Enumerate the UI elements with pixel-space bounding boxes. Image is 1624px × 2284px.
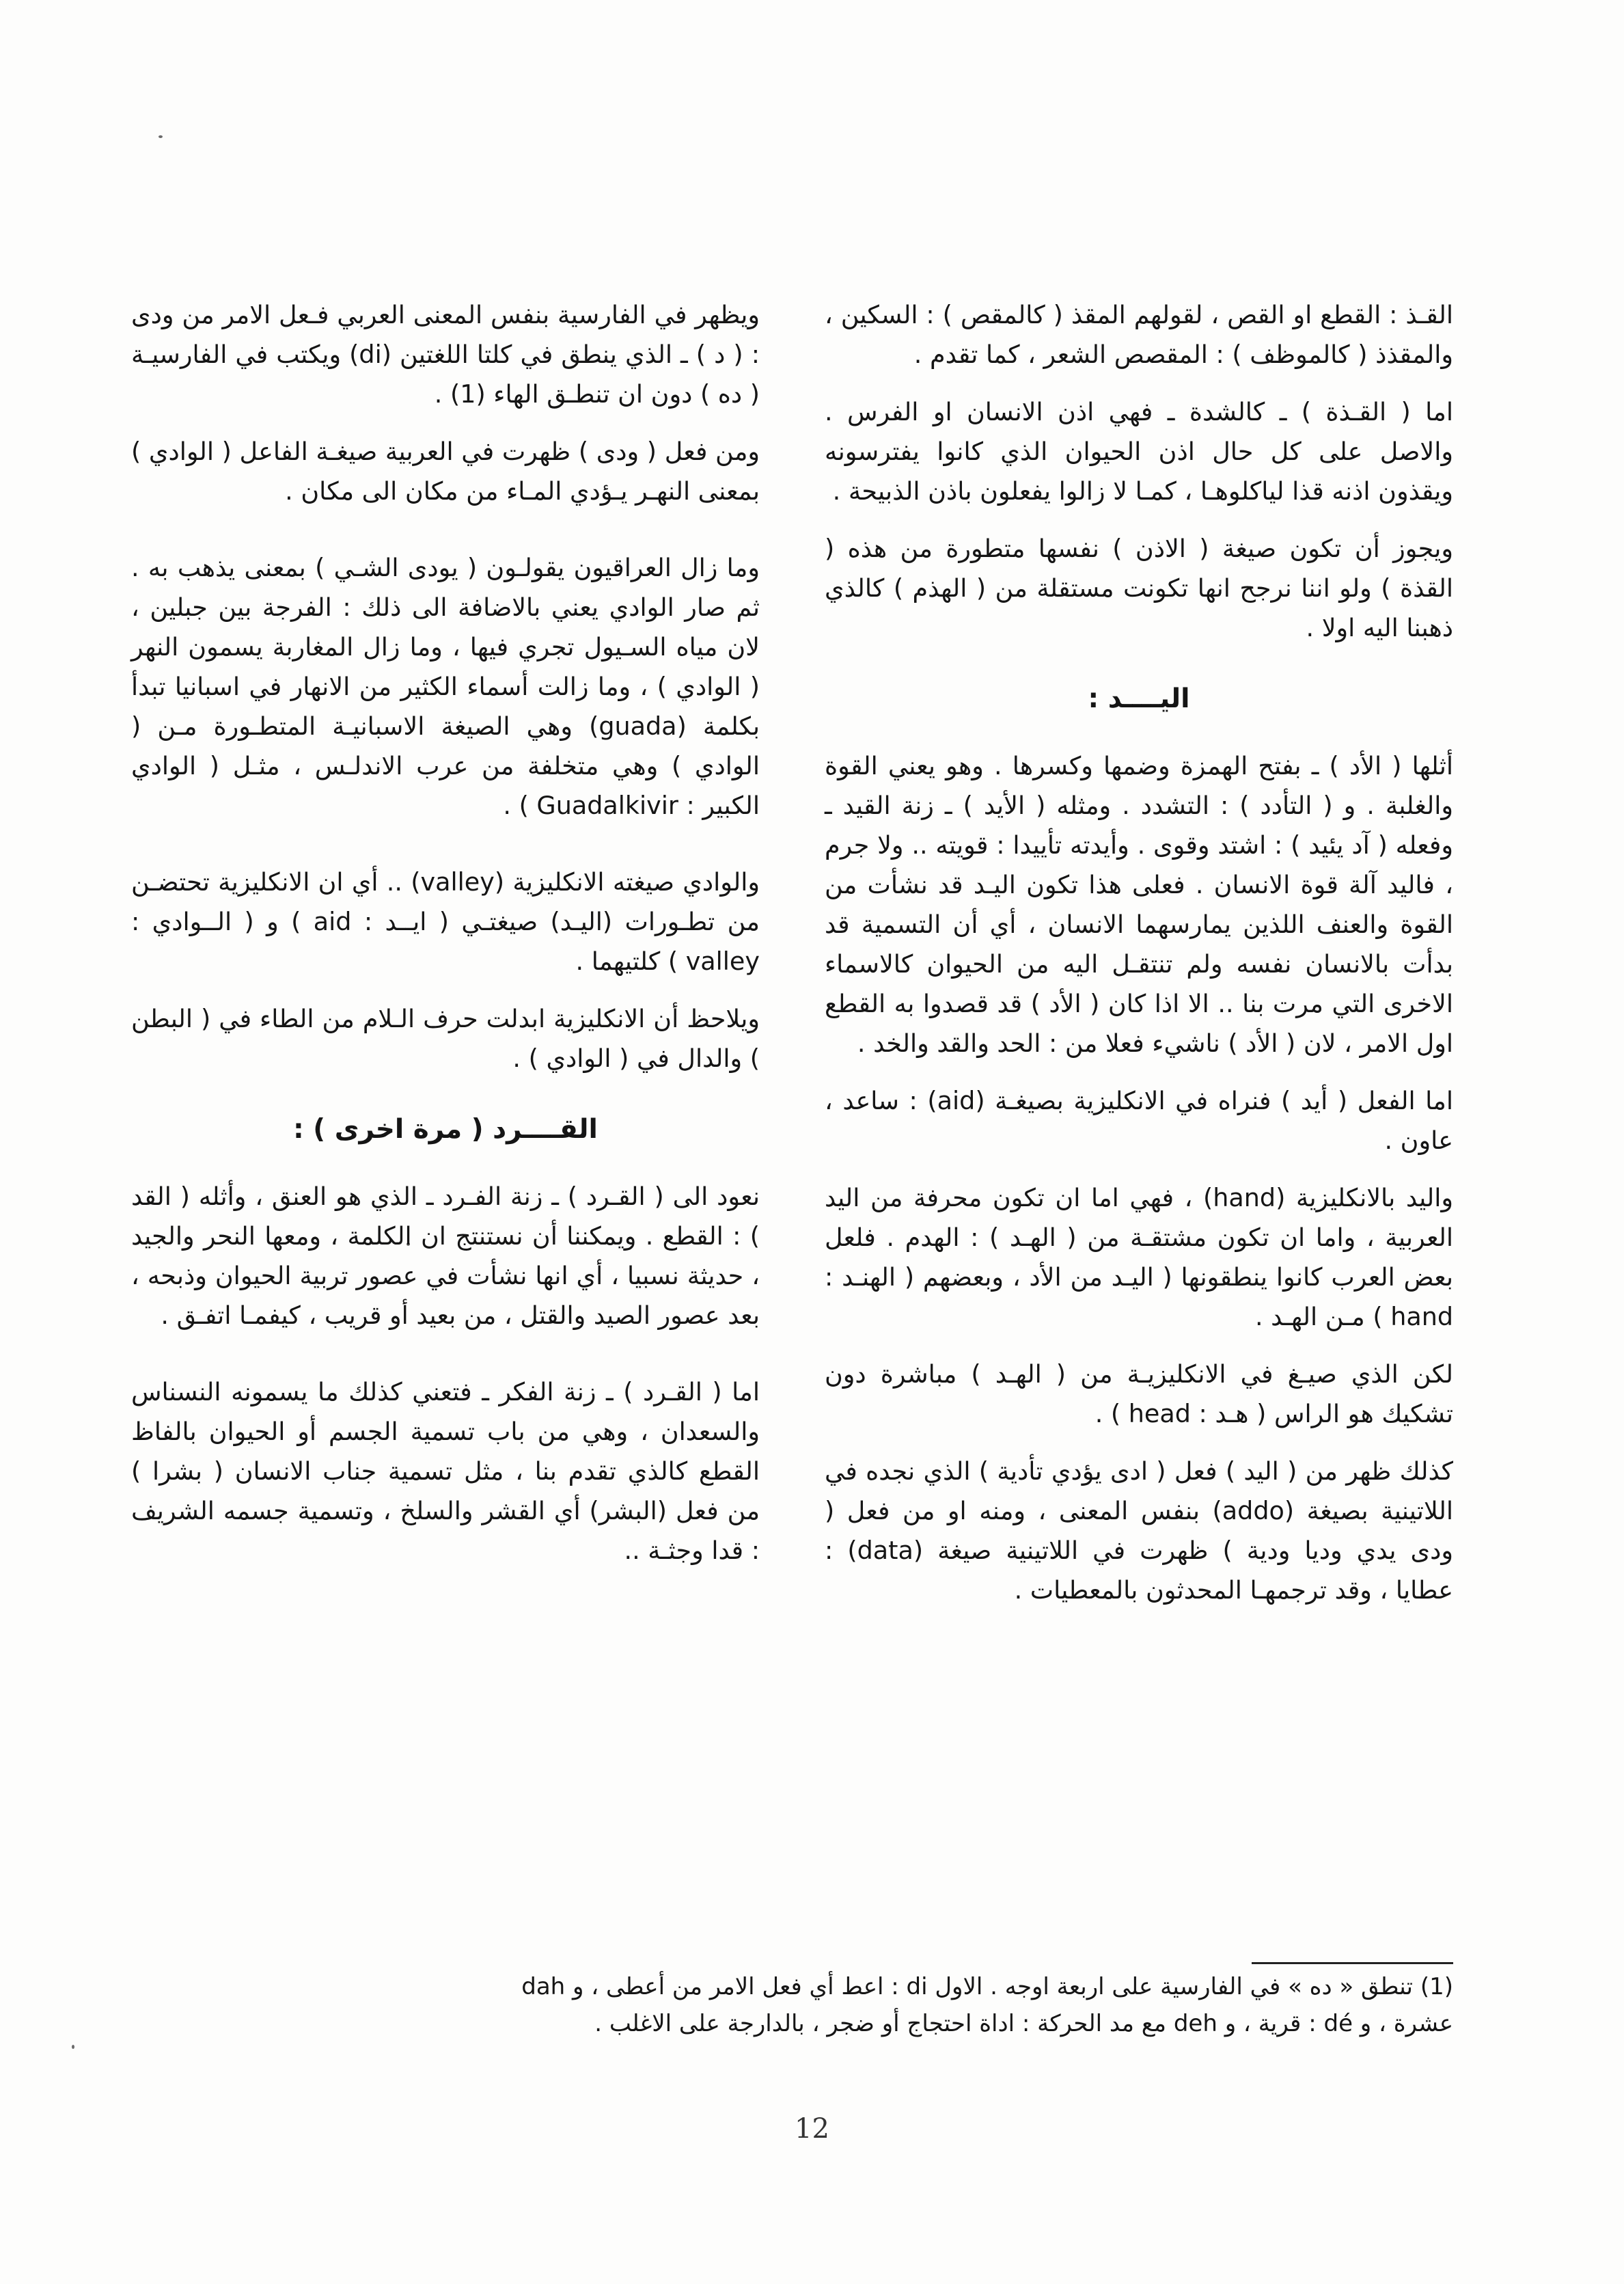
footnote-line: عشرة ، و dé : قرية ، و deh مع مد الحركة : اداة احتجاج أو ضجر ، بالدارجة على الاغلب .: [594, 2010, 1453, 2037]
paragraph: اما ( القـرد ) ـ زنة الفكر ـ فتعني كذلك ما يسمونه النسناس والسعدان ، وهي من باب تسمية الجسم أو الحيوان بالفاظ القطع كالذي تقدم بنا ، مثل تسمية جناب الانسان ( بشرا ) من فعل (البشر) أي القشر والسلخ ، وتسمية جسمه الشريف : قدا وجثـة ..: [131, 1377, 760, 1565]
paragraph: اما ( القـذة ) ـ كالشدة ـ فهي اذن الانسان او الفرس . والاصل على كل حال اذن الحيوان الذي كانوا يفترسونه ويقذون اذنه قذا لياكلوهـا ، كمـا لا زالوا يفعلون باذن الذبيحة .: [825, 397, 1453, 506]
footnote-line: (1) تنطق « ده » في الفارسية على اربعة اوجه . الاول di : اعط أي فعل الامر من أعطى ، و dah: [521, 1973, 1453, 2000]
paragraph: ويلاحظ أن الانكليزية ابدلت حرف الـلام من الطاء في ( البطن ) والدال في ( الوادي ) .: [131, 1004, 760, 1073]
paragraph: ويجوز أن تكون صيغة ( الاذن ) نفسها متطورة من هذه ( القذة ) ولو اننا نرجح انها تكونت مستقلة من ( الهذم ) كالذي ذهبنا اليه اولا .: [825, 534, 1453, 642]
paragraph: القـذ : القطع او القص ، لقولهم المقذ ( كالمقص ) : السكين ، والمقذذ ( كالموظف ) : المقصص الشعر ، كما تقدم .: [825, 300, 1453, 369]
paragraph: أثلها ( الأد ) ـ بفتح الهمزة وضمها وكسرها . وهو يعني القوة والغلبة . و ( التأدد ) : التشدد . ومثله ( الأيد ) ـ زنة القيد ـ وفعله ( آد يئيد ) : اشتد وقوى . وأيدته تأييدا : قويته .. ولا جرم ، فاليد آلة قوة الانسان . فعلى هذا تكون اليـد قد نشأت من القوة والعنف اللذين يمارسهما الانسان ، أي أن التسمية قد بدأت بالانسان نفسه ولم تنتقـل اليه من الحيوان كالاسماء الاخرى التي مرت بنا .. الا اذا كان ( الأد ) قد قصدوا به القطع اول الامر ، لان ( الأد ) ناشيء فعلا من : الحد والقد والخد .: [825, 751, 1453, 1058]
scan-speck: [72, 2045, 74, 2049]
paragraph: واليد بالانكليزية (hand) ، فهي اما ان تكون محرفة من اليد العربية ، واما ان تكون مشتقـة من ( الهـد ) : الهدم . فلعل بعض العرب كانوا ينطقونها ( اليـد من الأد ، وبعضهم ( الهنـد : hand ) مـن الهـد .: [825, 1183, 1453, 1331]
section-heading: اليــــد :: [1088, 683, 1190, 714]
paragraph: ويظهر في الفارسية بنفس المعنى العربي فـعل الامر من ودى : ( د ) ـ الذي ينطق في كلتا اللغتين (di) ويكتب في الفارسيـة ( ده ) دون ان تنطـق الهاء (1) .: [131, 300, 760, 409]
paragraph: والوادي صيغته الانكليزية (valley) .. أي ان الانكليزية تحتضـن من تطـورات (اليـد) صيغتـي ( ايــد : aid ) و ( الــوادي : valley ) كلتيهما .: [131, 867, 760, 976]
paragraph: اما الفعل ( أيد ) فنراه في الانكليزية بصيغـة (aid) : ساعد ، عاون .: [825, 1086, 1453, 1155]
paragraph: لكن الذي صيـغ في الانكليزيـة من ( الهـد ) مباشرة دون تشكيك هو الراس ( هـد : head ) .: [825, 1359, 1453, 1428]
footnote: [169, 1968, 1453, 2042]
right-column: [825, 295, 1453, 1628]
left-column: [131, 295, 760, 1588]
page-number: 12: [795, 2113, 829, 2145]
scan-speck: [159, 135, 163, 138]
paragraph: وما زال العراقيون يقولـون ( يودى الشـي ) بمعنى يذهب به . ثم صار الوادي يعني بالاضافة الى ذلك : الفرجة بين جبلين ، لان مياه السـيول تجري فيها ، وما زال المغاربة يسمون النهر ( الوادي ) ، وما زالت أسماء الكثير من الانهار في اسبانيا تبدأ بكلمة (guada) وهي الصيغة الاسبانيـة المتطـورة مـن ( الوادي ) وهي متخلفة من عرب الاندلـس ، مثـل ( الوادي الكبير : Guadalkivir ) .: [131, 553, 760, 820]
paragraph: نعود الى ( القـرد ) ـ زنة الفـرد ـ الذي هو العنق ، وأثله ( القد ) : القطع . ويمكننا أن نستنتج ان الكلمة ، ومعها النحر والجيد ، حديثة نسبيا ، أي انها نشأت في عصور تربية الحيوان وذبحه ، بعد عصور الصيد والقتل ، من بعيد أو قريب ، كيفمـا اتفـق .: [131, 1182, 760, 1330]
footnote-divider: [1252, 1962, 1453, 1964]
paragraph: كذلك ظهر من ( اليد ) فعل ( ادى يؤدي تأدية ) الذي نجده في اللاتينية بصيغة (addo) بنفس المعنى ، ومنه او من فعل ( ودى يدي وديا ودية ) ظهرت في اللاتينية صيغة (data) : عطايا ، وقد ترجمهـا المحدثون بالمعطيات .: [825, 1456, 1454, 1605]
section-heading: القــــرد ( مرة اخرى ) :: [293, 1114, 598, 1145]
paragraph: ومن فعل ( ودى ) ظهرت في العربية صيغـة الفاعل ( الوادي ) بمعنى النهـر يـؤدي المـاء من مكان الى مكان .: [131, 437, 760, 506]
